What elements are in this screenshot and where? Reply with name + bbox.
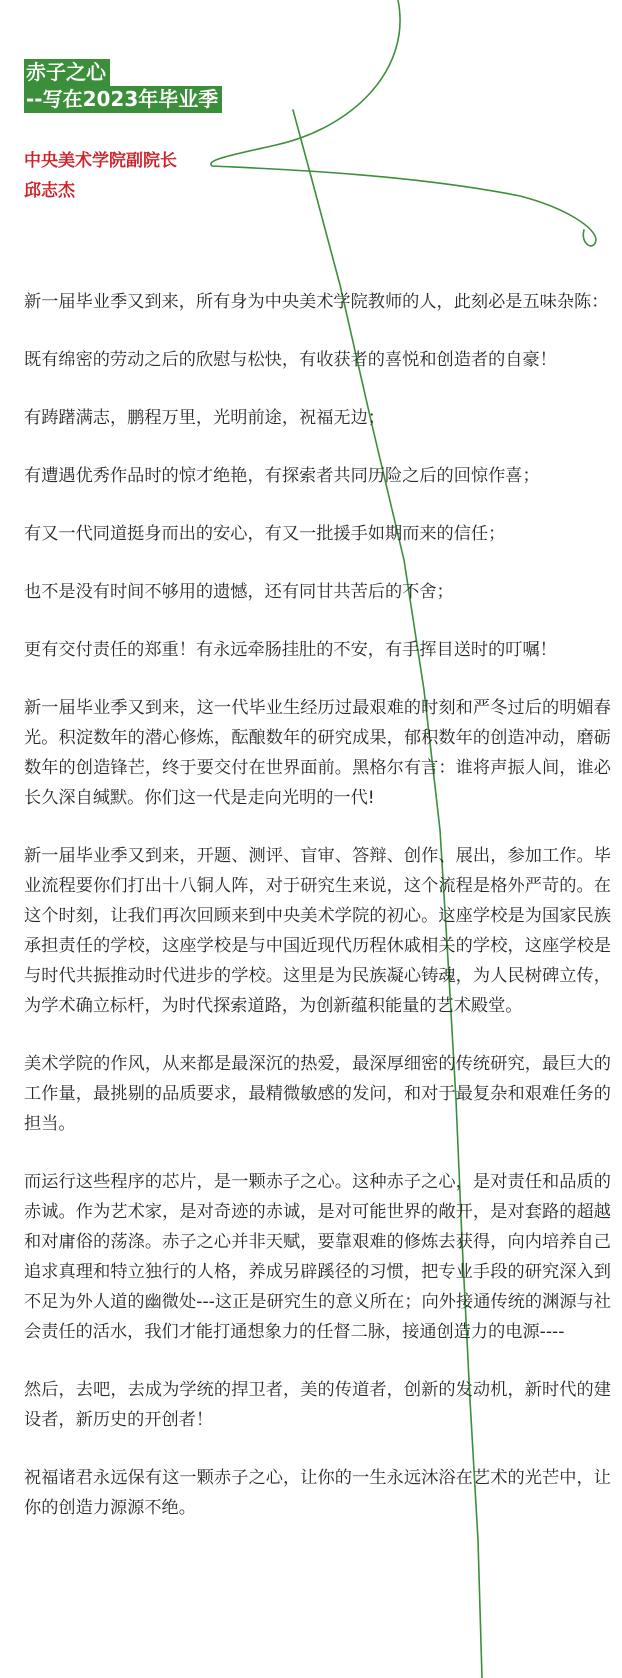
author-name: 邱志杰	[24, 181, 75, 201]
paragraph: 更有交付责任的郑重！有永远牵肠挂肚的不安，有手挥目送时的叮嘱！	[24, 640, 557, 660]
paragraph: 美术学院的作风，从来都是最深沉的热爱，最深厚细密的传统研究，最巨大的工作量，最挑剔的品质要求，最精微敏感的发问，和对于最复杂和艰难任务的担当。	[24, 1054, 611, 1134]
title-subtitle: --写在2023年毕业季	[24, 86, 222, 113]
author-role: 中央美术学院副院长	[24, 151, 177, 171]
paragraph: 既有绵密的劳动之后的欣慰与松快，有收获者的喜悦和创造者的自豪！	[24, 350, 557, 370]
paragraph: 也不是没有时间不够用的遗憾，还有同甘共苦后的不舍；	[24, 582, 454, 602]
paragraph: 新一届毕业季又到来，所有身为中央美术学院教师的人，此刻必是五味杂陈：	[24, 292, 609, 312]
author-byline	[24, 146, 177, 206]
paragraph: 新一届毕业季又到来，开题、测评、盲审、答辩、创作、展出，参加工作。毕业流程要你们打出十八铜人阵，对于研究生来说，这个流程是格外严苛的。在这个时刻，让我们再次回顾来到中央美术学院的初心。这座学校是为国家民族承担责任的学校，这座学校是与中国近现代历程休戚相关的学校，这座学校是与时代共振推动时代进步的学校。这里是为民族凝心铸魂，为人民树碑立传，为学术确立标杆，为时代探索道路，为创新蕴积能量的艺术殿堂。	[24, 846, 611, 1016]
paragraph: 新一届毕业季又到来，这一代毕业生经历过最艰难的时刻和严冬过后的明媚春光。积淀数年的潜心修炼，酝酿数年的研究成果，郁积数年的创造冲动，磨砺数年的创造锋芒，终于要交付在世界面前。黑格尔有言：谁将声振人间，谁必长久深自缄默。你们这一代是走向光明的一代!	[24, 698, 611, 808]
paragraph: 有遭遇优秀作品时的惊才绝艳，有探索者共同历险之后的回惊作喜；	[24, 466, 540, 486]
paragraph: 祝福诸君永远保有这一颗赤子之心，让你的一生永远沐浴在艺术的光芒中，让你的创造力源源不绝。	[24, 1468, 611, 1518]
title-main: 赤子之心	[24, 59, 110, 86]
paragraph: 而运行这些程序的芯片，是一颗赤子之心。这种赤子之心，是对责任和品质的赤诚。作为艺术家，是对奇迹的赤诚，是对可能世界的敞开，是对套路的超越和对庸俗的荡涤。赤子之心并非天赋，要靠艰难的修炼去获得，向内培养自己追求真理和特立独行的人格，养成另辟蹊径的习惯，把专业手段的研究深入到不足为外人道的幽微处---这正是研究生的意义所在；向外接通传统的渊源与社会责任的活水，我们才能打通想象力的任督二脉，接通创造力的电源----	[24, 1172, 611, 1342]
article-title	[24, 59, 222, 113]
paragraph: 然后，去吧，去成为学统的捍卫者，美的传道者，创新的发动机，新时代的建设者，新历史的开创者！	[24, 1380, 611, 1430]
paragraph: 有踌躇满志，鹏程万里，光明前途，祝福无边；	[24, 408, 385, 428]
article-body	[24, 287, 611, 1551]
paragraph: 有又一代同道挺身而出的安心，有又一批援手如期而来的信任；	[24, 524, 506, 544]
